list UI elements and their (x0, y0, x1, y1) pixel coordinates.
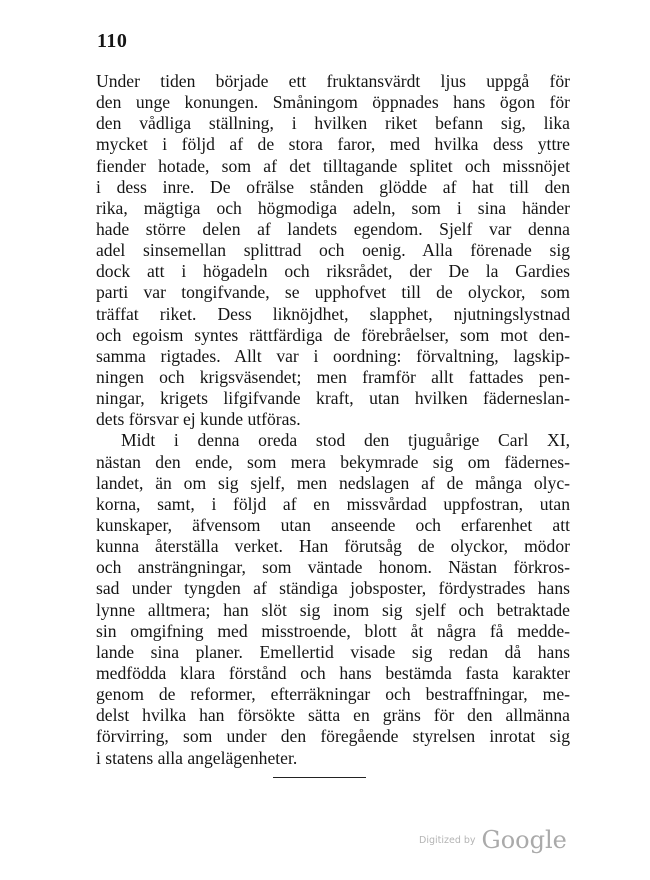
text-line: ningen och krigsväsendet; men framför allt fattades pen- (96, 366, 570, 387)
text-line: fiender hotade, som af det tilltagande splitet och missnöjet (96, 155, 570, 176)
text-line: hade större delen af landets egendom. Sjelf var denna (96, 218, 570, 239)
text-line: kunskaper, äfvensom utan anseende och erfarenhet att (96, 514, 570, 535)
watermark-prefix: Digitized by (419, 834, 476, 846)
text-line: medfödda klara förstånd och hans bestämda fasta karakter (96, 662, 570, 683)
page-number: 110 (97, 30, 128, 52)
text-line: rika, mägtiga och högmodiga adeln, som i sina händer (96, 197, 570, 218)
digitized-watermark (419, 826, 567, 854)
google-logo: Google (481, 826, 567, 854)
text-line: ningar, krigets lifgifvande kraft, utan hvilken fäderneslan- (96, 388, 570, 409)
text-line: sad under tyngden af ständiga jobsposter, fördystrades hans (96, 578, 570, 599)
text-line: och ansträngningar, som väntade honom. Nästan förkros- (96, 557, 570, 578)
body-text (96, 71, 570, 769)
text-line: genom de reformer, efterräkningar och bestraffningar, me- (96, 684, 570, 705)
paragraph-1 (96, 71, 570, 430)
text-line: lande sina planer. Emellertid visade sig redan då hans (96, 641, 570, 662)
text-line: mycket i följd af de stora faror, med hvilka dess yttre (96, 134, 570, 155)
text-line: samma rigtades. Allt var i oordning: förvaltning, lagskip- (96, 345, 570, 366)
text-line: korna, samt, i följd af en missvårdad uppfostran, utan (96, 493, 570, 514)
text-line: kunna återställa verket. Han förutsåg de olyckor, mödor (96, 536, 570, 557)
text-line: delst hvilka han försökte sätta en gräns för den allmänna (96, 705, 570, 726)
text-line: den vådliga ställning, i hvilken riket befann sig, lika (96, 113, 570, 134)
text-line: den unge konungen. Småningom öppnades hans ögon för (96, 92, 570, 113)
text-line: i statens alla angelägenheter. (96, 747, 298, 768)
text-line: och egoism syntes rättfärdiga de förebråelser, som mot den- (96, 324, 570, 345)
text-line: Midt i denna oreda stod den tjuguårige Carl XI, (121, 430, 570, 451)
text-line: i dess inre. De ofrälse stånden glödde af hat till den (96, 176, 570, 197)
text-line: träffat riket. Dess liknöjdhet, slapphet, njutningslystnad (96, 303, 570, 324)
text-line: lynne alltmera; han slöt sig inom sig sjelf och betraktade (96, 599, 570, 620)
text-line: förvirring, som under den föregående styrelsen inrotat sig (96, 726, 570, 747)
text-line: parti var tongifvande, se upphofvet till de olyckor, som (96, 282, 570, 303)
text-line: dets försvar ej kunde utföras. (96, 409, 301, 430)
text-line: sin omgifning med misstroende, blott åt några få medde- (96, 620, 570, 641)
paragraph-2 (96, 430, 570, 768)
text-line: landet, än om sig sjelf, men nedslagen af de många olyc- (96, 472, 570, 493)
text-line: nästan den ende, som mera bekymrade sig om fädernes- (96, 451, 570, 472)
end-divider (273, 777, 366, 778)
text-line: Under tiden började ett fruktansvärdt ljus uppgå för (96, 71, 570, 91)
text-line: adel sinsemellan splittrad och oenig. Alla förenade sig (96, 240, 570, 261)
text-line: dock att i högadeln och riksrådet, der De la Gardies (96, 261, 570, 282)
